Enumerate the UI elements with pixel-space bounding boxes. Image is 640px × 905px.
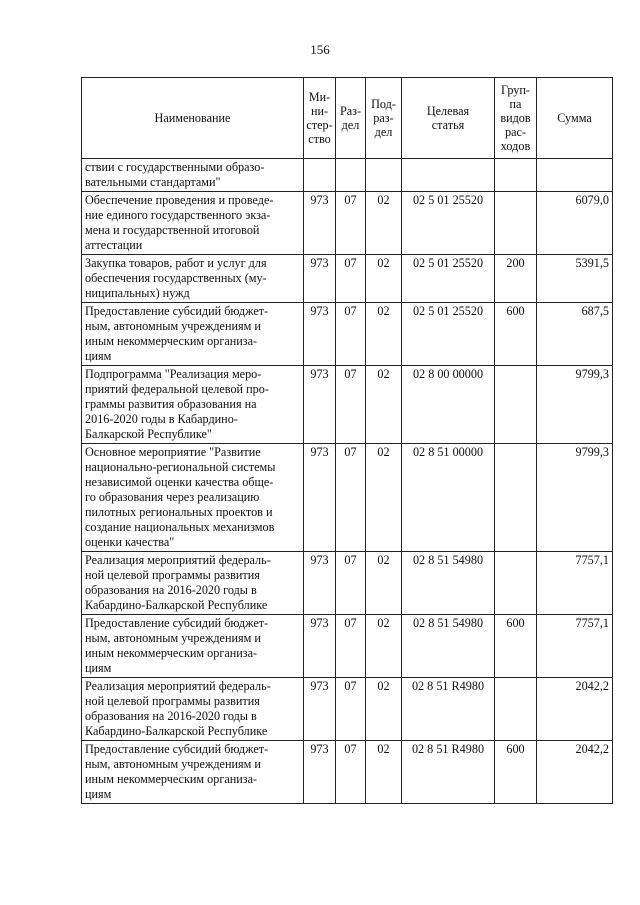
table-row	[82, 366, 613, 444]
row-name: Обеспечение проведения и проведе- ние единого государственного экза- мена и государственной итоговой аттестации	[82, 192, 304, 255]
header-section: Раз- дел	[336, 78, 366, 159]
row-section: 07	[336, 366, 366, 444]
row-target: 02 5 01 25520	[402, 192, 495, 255]
row-ministry: 973	[304, 366, 336, 444]
row-group	[495, 444, 537, 552]
row-sum: 9799,3	[537, 366, 613, 444]
row-sum: 2042,2	[537, 678, 613, 741]
row-sum	[537, 159, 613, 192]
row-subsection: 02	[366, 192, 402, 255]
row-ministry: 973	[304, 192, 336, 255]
row-name: Реализация мероприятий федераль- ной целевой программы развития образования на 2016-2020 годы в Кабардино-Балкарской Республике	[82, 678, 304, 741]
table-row	[82, 615, 613, 678]
row-ministry: 973	[304, 444, 336, 552]
row-sum: 9799,3	[537, 444, 613, 552]
row-section: 07	[336, 303, 366, 366]
row-ministry: 973	[304, 741, 336, 804]
header-ministry: Ми- ни- стер- ство	[304, 78, 336, 159]
row-group	[495, 678, 537, 741]
row-target: 02 8 51 00000	[402, 444, 495, 552]
row-target: 02 5 01 25520	[402, 303, 495, 366]
table-row	[82, 192, 613, 255]
row-subsection: 02	[366, 615, 402, 678]
row-section: 07	[336, 552, 366, 615]
row-name: ствии с государственными образо- вательными стандартами"	[82, 159, 304, 192]
row-name: Предоставление субсидий бюджет- ным, автономным учреждениям и иным некоммерческим организа- циям	[82, 303, 304, 366]
header-name: Наименование	[82, 78, 304, 159]
row-name: Реализация мероприятий федераль- ной целевой программы развития образования на 2016-2020 годы в Кабардино-Балкарской Республике	[82, 552, 304, 615]
row-section	[336, 159, 366, 192]
row-subsection: 02	[366, 366, 402, 444]
row-subsection: 02	[366, 741, 402, 804]
row-group	[495, 366, 537, 444]
table-header-row	[82, 78, 613, 159]
row-ministry: 973	[304, 303, 336, 366]
header-group: Груп- па видов рас- ходов	[495, 78, 537, 159]
row-ministry: 973	[304, 552, 336, 615]
row-target: 02 5 01 25520	[402, 255, 495, 303]
row-ministry: 973	[304, 678, 336, 741]
row-sum: 687,5	[537, 303, 613, 366]
row-section: 07	[336, 615, 366, 678]
row-group	[495, 159, 537, 192]
row-name: Основное мероприятие "Развитие национально-региональной системы независимой оценки качества обще- го образования через реализацию пилотных региональных проектов и создание национальных механизмов оценки качества"	[82, 444, 304, 552]
row-target: 02 8 51 54980	[402, 615, 495, 678]
row-name: Закупка товаров, работ и услуг для обеспечения государственных (му- ниципальных) нужд	[82, 255, 304, 303]
row-group: 600	[495, 615, 537, 678]
row-subsection: 02	[366, 552, 402, 615]
header-subsection: Под- раз- дел	[366, 78, 402, 159]
row-target: 02 8 51 54980	[402, 552, 495, 615]
row-group	[495, 552, 537, 615]
row-subsection: 02	[366, 255, 402, 303]
row-section: 07	[336, 255, 366, 303]
row-target: 02 8 00 00000	[402, 366, 495, 444]
table-row	[82, 303, 613, 366]
table-row	[82, 678, 613, 741]
row-subsection	[366, 159, 402, 192]
row-group: 600	[495, 741, 537, 804]
table-row	[82, 159, 613, 192]
table-row	[82, 444, 613, 552]
row-sum: 7757,1	[537, 552, 613, 615]
table-row	[82, 741, 613, 804]
page-number: 156	[310, 42, 330, 57]
row-ministry: 973	[304, 615, 336, 678]
table-body	[82, 159, 613, 804]
row-subsection: 02	[366, 303, 402, 366]
row-sum: 2042,2	[537, 741, 613, 804]
row-ministry	[304, 159, 336, 192]
row-sum: 7757,1	[537, 615, 613, 678]
row-subsection: 02	[366, 678, 402, 741]
row-name: Предоставление субсидий бюджет- ным, автономным учреждениям и иным некоммерческим организа- циям	[82, 741, 304, 804]
row-name: Предоставление субсидий бюджет- ным, автономным учреждениям и иным некоммерческим организа- циям	[82, 615, 304, 678]
header-sum: Сумма	[537, 78, 613, 159]
row-group: 200	[495, 255, 537, 303]
row-target	[402, 159, 495, 192]
row-section: 07	[336, 192, 366, 255]
row-target: 02 8 51 R4980	[402, 741, 495, 804]
row-target: 02 8 51 R4980	[402, 678, 495, 741]
row-section: 07	[336, 444, 366, 552]
table-row	[82, 552, 613, 615]
row-group: 600	[495, 303, 537, 366]
row-sum: 6079,0	[537, 192, 613, 255]
table-row	[82, 255, 613, 303]
row-name: Подпрограмма "Реализация меро- приятий федеральной целевой про- граммы развития образования на 2016-2020 годы в Кабардино- Балкарской Республике"	[82, 366, 304, 444]
budget-table	[81, 77, 613, 804]
row-subsection: 02	[366, 444, 402, 552]
row-section: 07	[336, 741, 366, 804]
row-section: 07	[336, 678, 366, 741]
row-group	[495, 192, 537, 255]
row-sum: 5391,5	[537, 255, 613, 303]
header-target: Целевая статья	[402, 78, 495, 159]
row-ministry: 973	[304, 255, 336, 303]
